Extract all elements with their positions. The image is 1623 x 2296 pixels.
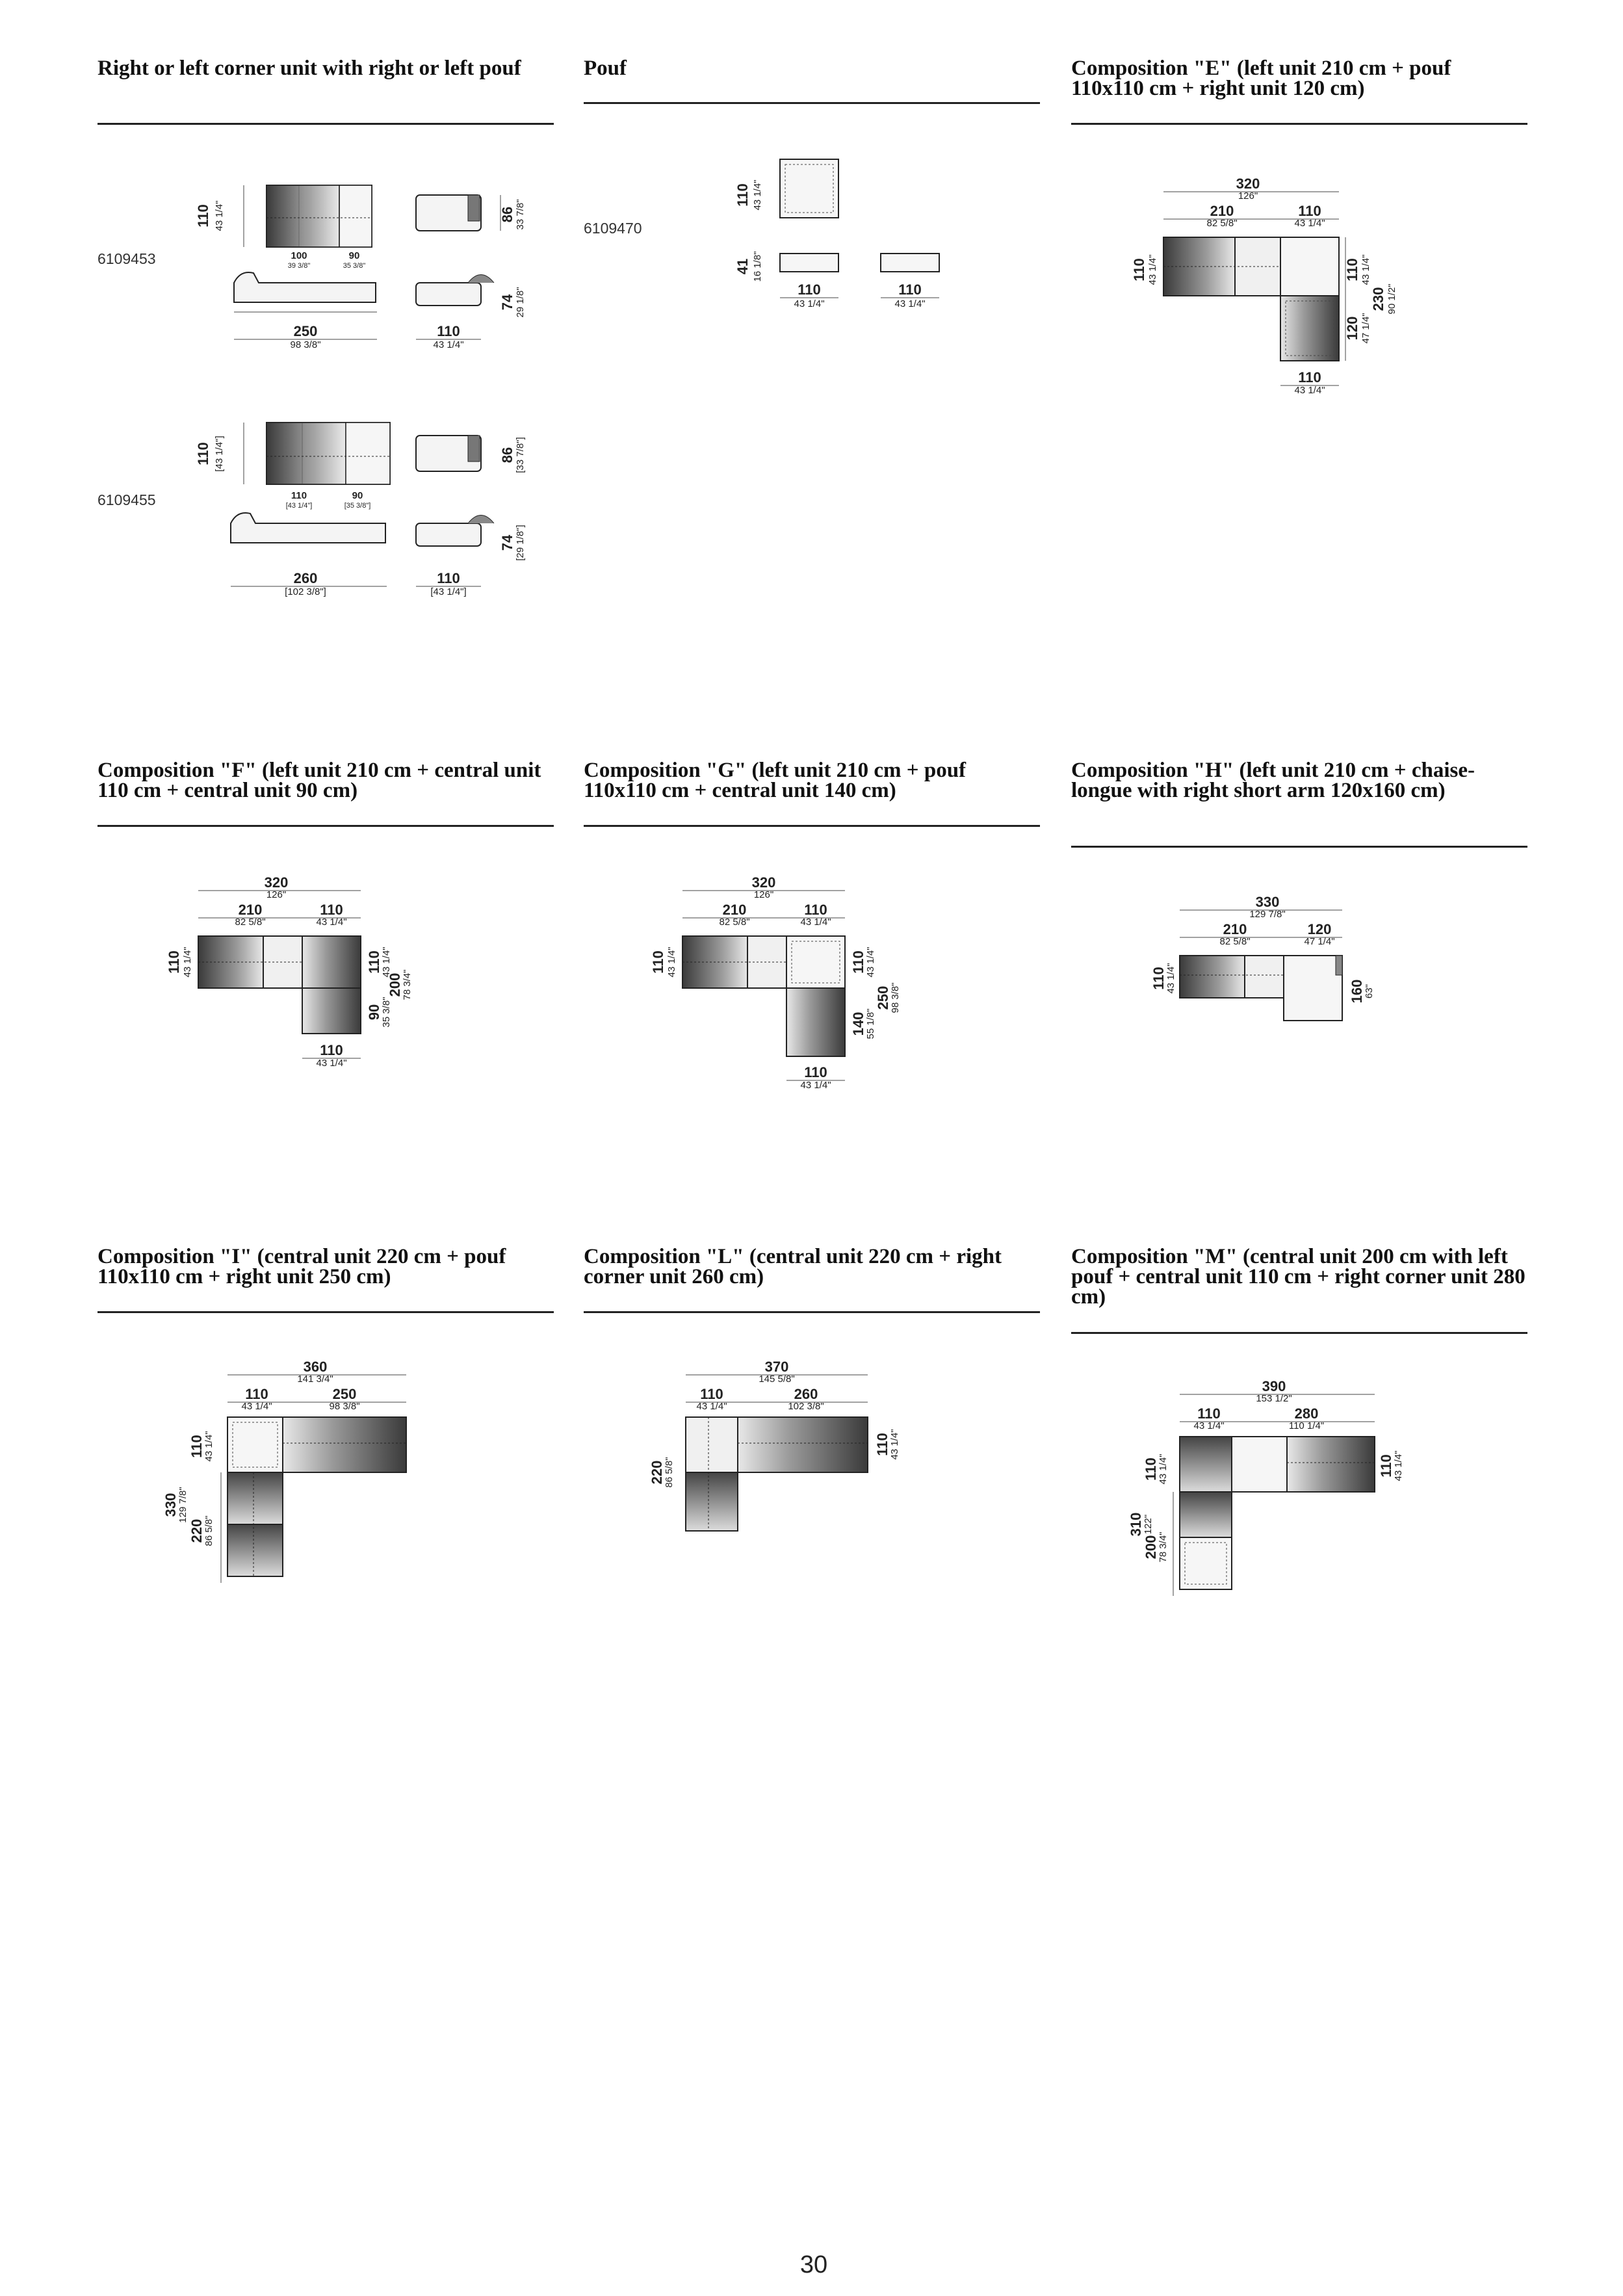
section-composition-l xyxy=(584,1247,1040,1287)
section-title: Composition "H" (left unit 210 cm + chaise-longue with right short arm 120x160 cm) xyxy=(1071,759,1475,802)
dim-bottom-in: 43 1/4" xyxy=(1294,385,1325,396)
divider xyxy=(584,102,1040,104)
divider xyxy=(1071,123,1527,125)
dim-left-in: 43 1/4" xyxy=(1165,963,1176,994)
dim-r1-in: 43 1/4" xyxy=(865,946,876,978)
dim-depth-in: 43 1/4" xyxy=(214,200,225,231)
dim-left: 110 xyxy=(1131,258,1147,281)
dim-depth: 110 xyxy=(195,442,211,465)
dim-bottom-in: 43 1/4" xyxy=(800,1080,831,1091)
dim-len-in: 98 3/8" xyxy=(290,339,321,350)
dim-l1-in: 43 1/4" xyxy=(203,1431,214,1462)
dim-a: 110 xyxy=(1197,1405,1221,1422)
dim-b-in: 98 3/8" xyxy=(329,1401,360,1412)
divider xyxy=(1071,846,1527,848)
dim-a: 210 xyxy=(722,902,747,918)
dim-right: 110 xyxy=(874,1433,890,1456)
dim-total: 320 xyxy=(264,874,289,891)
dim-a-in: 43 1/4" xyxy=(696,1401,727,1412)
dim-left-in: 43 1/4" xyxy=(666,946,677,978)
divider xyxy=(1071,1332,1527,1334)
dim-a-in: 43 1/4" xyxy=(1193,1420,1225,1431)
dim-b: 90 xyxy=(352,490,363,501)
dim-left: 110 xyxy=(1150,967,1167,990)
dim-a: 110 xyxy=(700,1386,723,1402)
dim-l3-in: 78 3/4" xyxy=(1158,1532,1169,1563)
dim-bottom: 110 xyxy=(1298,369,1321,385)
dim-d1-in: 43 1/4" xyxy=(752,179,763,211)
dim-a: 210 xyxy=(1210,203,1234,219)
dim-b: 250 xyxy=(332,1386,357,1402)
dim-r3-in: 55 1/8" xyxy=(865,1008,876,1039)
dim-b-in: 43 1/4" xyxy=(1294,218,1325,229)
dim-a: 100 xyxy=(291,250,307,261)
composition-l-drawing xyxy=(643,1359,916,1547)
dim-r1: 110 xyxy=(366,950,382,974)
dim-depth-in: [43 1/4"] xyxy=(214,436,225,472)
composition-i-drawing xyxy=(162,1359,422,1599)
dim-bottom: 110 xyxy=(804,1064,827,1080)
dim-l3: 220 xyxy=(188,1519,205,1543)
composition-e-drawing xyxy=(1118,176,1410,403)
dim-a-in: 82 5/8" xyxy=(719,917,750,928)
dim-right-in: 43 1/4" xyxy=(889,1429,900,1460)
product-code: 6109455 xyxy=(97,491,156,508)
dim-r2: 120 xyxy=(1344,316,1360,341)
dim-d1: 110 xyxy=(734,183,751,207)
dim-h1-in: 33 7/8" xyxy=(515,199,526,230)
dim-len-in: [102 3/8"] xyxy=(285,586,326,597)
dim-l2-in: 129 7/8" xyxy=(177,1487,188,1523)
dim-r1: 110 xyxy=(1344,258,1360,281)
dim-h2-in: [29 1/8"] xyxy=(515,525,526,561)
dim-total-in: 126" xyxy=(753,889,774,900)
dim-a-in: 82 5/8" xyxy=(1219,936,1251,947)
section-title: Composition "L" (central unit 220 cm + right corner unit 260 cm) xyxy=(584,1245,1002,1288)
divider xyxy=(97,825,554,827)
dim-len: 260 xyxy=(293,570,318,586)
dim-h-in: 16 1/8" xyxy=(752,251,763,282)
product-code: 6109453 xyxy=(97,250,156,267)
dim-total: 390 xyxy=(1262,1378,1286,1394)
dim-b: 110 xyxy=(320,902,343,918)
dim-l2-in: 122" xyxy=(1143,1514,1154,1535)
section-title: Composition "M" (central unit 200 cm with left pouf + central unit 110 cm + right corner unit 280 cm) xyxy=(1071,1245,1526,1309)
dim-h1-in: [33 7/8"] xyxy=(515,437,526,473)
dim-side-in: 43 1/4" xyxy=(433,339,464,350)
dim-r2: 200 xyxy=(387,972,403,997)
dim-r3: 230 xyxy=(1370,287,1386,311)
dim-left: 110 xyxy=(650,950,666,974)
page-number: 30 xyxy=(799,2251,828,2278)
dim-l3-in: 86 5/8" xyxy=(203,1515,214,1546)
dim-r2-in: 98 3/8" xyxy=(890,982,901,1013)
dim-total: 370 xyxy=(764,1359,789,1375)
section-title: Pouf xyxy=(584,57,627,80)
product-code: 6109470 xyxy=(584,220,642,237)
dim-total-in: 145 5/8" xyxy=(759,1374,795,1385)
dim-h2-in: 29 1/8" xyxy=(515,287,526,318)
section-corner-unit xyxy=(97,59,554,79)
dim-bottom-in: 43 1/4" xyxy=(316,1058,347,1069)
dim-b: 120 xyxy=(1307,921,1332,937)
dim-r2-in: 78 3/4" xyxy=(402,969,413,1000)
dim-a-in: [43 1/4"] xyxy=(285,502,313,510)
dim-bottom: 110 xyxy=(320,1042,343,1058)
dim-r1: 110 xyxy=(850,950,866,974)
dim-total-in: 141 3/4" xyxy=(297,1374,333,1385)
pouf-drawing xyxy=(728,150,949,319)
divider xyxy=(584,825,1040,827)
dim-side: 110 xyxy=(437,323,460,339)
dim-b-in: 47 1/4" xyxy=(1304,936,1335,947)
dim-left-in: 86 5/8" xyxy=(664,1457,675,1488)
dim-w2: 110 xyxy=(898,281,922,298)
section-title: Right or left corner unit with right or left pouf xyxy=(97,57,521,80)
section-composition-m xyxy=(1071,1247,1527,1307)
composition-g-drawing xyxy=(643,874,916,1095)
divider xyxy=(97,123,554,125)
dim-r1-in: 63" xyxy=(1364,984,1375,999)
dim-b: 260 xyxy=(794,1386,818,1402)
dim-r1-in: 43 1/4" xyxy=(381,946,392,978)
dim-side-in: [43 1/4"] xyxy=(430,586,467,597)
dim-l3: 200 xyxy=(1143,1535,1159,1559)
dim-total: 360 xyxy=(303,1359,328,1375)
dim-b-in: 35 3/8" xyxy=(343,262,366,270)
section-title: Composition "I" (central unit 220 cm + pouf 110x110 cm + right unit 250 cm) xyxy=(97,1245,506,1288)
dim-b: 110 xyxy=(1298,203,1321,219)
composition-m-drawing xyxy=(1118,1378,1410,1612)
dim-h1: 86 xyxy=(499,206,515,223)
divider xyxy=(584,1311,1040,1313)
dim-b-in: 110 1/4" xyxy=(1288,1420,1325,1431)
dim-h: 41 xyxy=(734,258,751,275)
section-composition-h xyxy=(1071,761,1527,801)
corner-unit-drawing-a xyxy=(195,176,526,371)
dim-r2-in: 47 1/4" xyxy=(1360,313,1371,344)
dim-total-in: 126" xyxy=(266,889,287,900)
dim-l2: 310 xyxy=(1128,1512,1144,1537)
dim-total-in: 153 1/2" xyxy=(1256,1393,1292,1404)
section-composition-e xyxy=(1071,59,1527,99)
dim-right-in: 43 1/4" xyxy=(1393,1450,1404,1481)
dim-left-in: 43 1/4" xyxy=(1147,254,1158,285)
dim-a: 210 xyxy=(1223,921,1247,937)
dim-h2: 74 xyxy=(499,294,515,311)
dim-len: 250 xyxy=(293,323,318,339)
dim-total-in: 129 7/8" xyxy=(1249,909,1286,920)
dim-left-in: 43 1/4" xyxy=(182,946,193,978)
dim-b-in: 43 1/4" xyxy=(800,917,831,928)
section-pouf xyxy=(584,59,1040,79)
dim-b-in: 102 3/8" xyxy=(788,1401,824,1412)
dim-r2: 250 xyxy=(875,985,891,1010)
dim-b: 280 xyxy=(1294,1405,1319,1422)
dim-h2: 74 xyxy=(499,534,515,551)
dim-total: 320 xyxy=(1236,176,1260,192)
dim-r3: 90 xyxy=(366,1004,382,1021)
dim-total: 320 xyxy=(751,874,776,891)
dim-total-in: 126" xyxy=(1238,190,1258,202)
section-title: Composition "F" (left unit 210 cm + central unit 110 cm + central unit 90 cm) xyxy=(97,759,541,802)
dim-a: 110 xyxy=(245,1386,268,1402)
dim-side: 110 xyxy=(437,570,460,586)
section-composition-f xyxy=(97,761,554,801)
dim-a-in: 82 5/8" xyxy=(235,917,266,928)
dim-h1: 86 xyxy=(499,447,515,463)
dim-b-in: 43 1/4" xyxy=(316,917,347,928)
dim-depth: 110 xyxy=(195,204,211,228)
dim-left: 220 xyxy=(649,1460,665,1485)
dim-total: 330 xyxy=(1255,894,1280,910)
dim-w2-in: 43 1/4" xyxy=(894,298,926,309)
dim-a-in: 43 1/4" xyxy=(241,1401,272,1412)
dim-a: 210 xyxy=(238,902,263,918)
dim-l1: 110 xyxy=(1143,1457,1159,1481)
divider xyxy=(97,1311,554,1313)
dim-l1-in: 43 1/4" xyxy=(1158,1454,1169,1485)
dim-r3-in: 90 1/2" xyxy=(1386,283,1397,315)
dim-l1: 110 xyxy=(188,1435,205,1458)
section-composition-g xyxy=(584,761,1040,801)
dim-right: 110 xyxy=(1378,1454,1394,1478)
dim-w1: 110 xyxy=(798,281,821,298)
composition-f-drawing xyxy=(159,874,432,1089)
dim-r1-in: 43 1/4" xyxy=(1360,254,1371,285)
dim-w1-in: 43 1/4" xyxy=(794,298,825,309)
dim-b: 110 xyxy=(804,902,827,918)
dim-r3: 140 xyxy=(850,1011,866,1036)
corner-unit-drawing-b xyxy=(195,416,533,611)
dim-a-in: 39 3/8" xyxy=(287,262,311,270)
composition-h-drawing xyxy=(1144,894,1404,1050)
section-title: Composition "G" (left unit 210 cm + pouf 110x110 cm + central unit 140 cm) xyxy=(584,759,967,802)
dim-b: 90 xyxy=(348,250,360,261)
section-composition-i xyxy=(97,1247,554,1287)
dim-left: 110 xyxy=(166,950,182,974)
dim-r1: 160 xyxy=(1349,979,1365,1004)
dim-l2: 330 xyxy=(162,1493,179,1517)
dim-a: 110 xyxy=(291,490,307,501)
dim-b-in: [35 3/8"] xyxy=(344,502,371,510)
dim-r3-in: 35 3/8" xyxy=(381,997,392,1028)
dim-a-in: 82 5/8" xyxy=(1206,218,1238,229)
section-title: Composition "E" (left unit 210 cm + pouf 110x110 cm + right unit 120 cm) xyxy=(1071,57,1451,100)
